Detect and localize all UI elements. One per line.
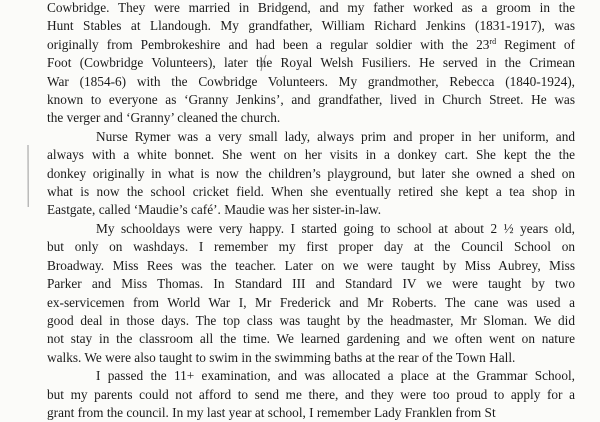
text-line: what is now the school cricket field. When she eventually retired she kept a tea shop in [47,184,575,200]
text-line: My schooldays were very happy. I started going to school at about 2 ½ years old, [96,220,575,236]
text-line: good deal in those days. The top class was taught by the headmaster, Mr Sloman. We did [47,312,575,328]
text-line: the verger and ‘Granny’ cleaned the church. [47,110,281,126]
paragraph [47,220,575,367]
text-line: always with a white bonnet. She went on her visits in a donkey cart. She kept the the [47,147,575,163]
paragraph [47,367,575,422]
text-line: Parker and Miss Thomas. In Standard III and Standard IV we were taught by two [47,276,575,292]
document-body [47,0,575,422]
text-line: but only on washdays. I remember my first proper day at the Council School on [47,239,575,255]
text-line: not stay in the classroom all the time. We learned gardening and we often went on nature [47,331,575,347]
text-line: donkey originally in what is now the children’s playground, but later she owned a shed on [47,165,575,181]
text-line: Eastgate, called ‘Maudie’s café’. Maudie was her sister-in-law. [47,202,382,218]
text-line: Broadway. Miss Rees was the teacher. Later on we were taught by Miss Aubrey, Miss [47,257,575,273]
text-line: I passed the 11+ examination, and was allocated a place at the Grammar School, [96,368,575,384]
paragraph [47,0,575,128]
text-line: ex-servicemen from World War I, Mr Frederick and Mr Roberts. The cane was used a [47,294,575,310]
text-line: Foot (Cowbridge Volunteers), later the Royal Welsh Fusiliers. He served in the Crimean [47,55,575,71]
text-line: Hunt Stables at Llandough. My grandfather, William Richard Jenkins (1831-1917), was [47,18,575,34]
margin-pencil-line [27,145,29,207]
text-line: but my parents could not afford to send me there, and they were too proud to apply for a [47,386,575,402]
paragraph [47,128,575,220]
text-line: walks. We were also taught to swim in the swimming baths at the rear of the Town Hall. [47,349,516,365]
text-line: Nurse Rymer was a very small lady, always prim and proper in her uniform, and [96,128,575,144]
text-line: War (1854-6) with the Cowbridge Volunteers. My grandmother, Rebecca (1840-1924), [47,73,575,89]
text-line: Cowbridge. They were married in Bridgend, and my father worked as a groom in the [47,0,575,15]
text-line: originally from Pembrokeshire and had been a regular soldier with the 23rd Regiment of [47,36,575,52]
text-line: known to everyone as ‘Granny Jenkins’, and grandfather, lived in Church Street. He was [47,92,575,108]
text-line: grant from the council. In my last year at school, I remember Lady Franklen from St [47,404,496,420]
